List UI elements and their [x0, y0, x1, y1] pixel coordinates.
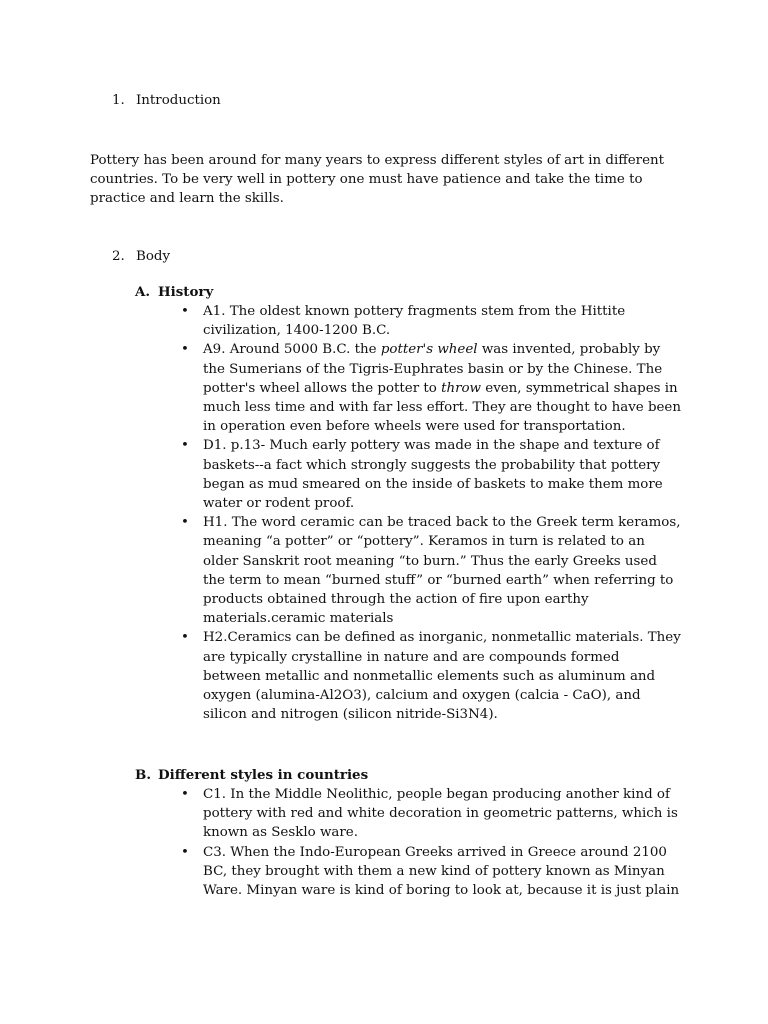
bullet-icon: •: [181, 515, 189, 531]
text-run: even, symmetrical shapes in much less time and with far less effort. They are thought to have been in operation even before wheels were used for transportation.: [203, 380, 681, 435]
section-2-heading: [112, 247, 170, 267]
section-1-heading: [112, 91, 221, 111]
subsection-letter: B.: [135, 767, 151, 783]
text-run: C1. In the Middle Neolithic, people began producing another kind of pottery with red and white decoration in geometric patterns, which is known as Sesklo ware.: [203, 787, 678, 841]
subsection-letter: A.: [135, 284, 151, 300]
bullet-text: [203, 845, 679, 898]
section-title: Body: [136, 249, 171, 264]
bullet-text: [203, 438, 663, 511]
bullet-text: [203, 342, 681, 434]
bullet-icon: •: [181, 630, 189, 646]
subsection-title: Different styles in countries: [158, 767, 369, 783]
bullet-item: [181, 340, 681, 436]
italic-term: potter's wheel: [380, 342, 478, 358]
italic-term: throw: [441, 380, 482, 396]
text-run: H1. The word ceramic can be traced back to the Greek term keramos, meaning “a potter” or “pottery”. Keramos in turn is related to an older Sanskrit root meaning “to burn.” Thus the early Greeks used the term to mean “burned stuff” or “burned earth” when referring to products obtained through the action of fire upon earthy materials.ceramic materials: [203, 515, 681, 627]
text-run: was invented, probably by the Sumerians of the Tigris-Euphrates basin or by the Chinese. The potter's wheel allows the potter to: [203, 342, 663, 396]
section-number: 1.: [112, 93, 125, 108]
bullet-item: [181, 302, 681, 340]
history-bullet-list: [181, 302, 681, 724]
bullet-item: [181, 843, 681, 901]
text-run: D1. p.13- Much early pottery was made in the shape and texture of baskets--a fact which strongly suggests the probability that pottery began as mud smeared on the inside of baskets to make them more water or rodent proof.: [203, 438, 663, 512]
bullet-item: [181, 628, 681, 724]
bullet-text: [203, 304, 625, 338]
bullet-text: [203, 787, 678, 840]
bullet-text: [203, 630, 681, 722]
bullet-icon: •: [181, 787, 189, 802]
text-run: C3. When the Indo-European Greeks arrived in Greece around 2100 BC, they brought with them a new kind of pottery known as Minyan Ware. Minyan ware is kind of boring to look at, because it is just plain: [203, 844, 680, 899]
bullet-icon: •: [181, 438, 189, 454]
text-run: H2.Ceramics can be defined as inorganic, nonmetallic materials. They are typically crystalline in nature and are compounds formed between metallic and nonmetallic elements such as aluminum and oxygen (alumina-Al2O3), calcium and oxygen (calcia - CaO), and silicon and nitrogen (silicon nitride-Si3N4).: [203, 630, 681, 723]
subsection-history-heading: [135, 283, 213, 303]
bullet-icon: •: [181, 844, 189, 860]
bullet-icon: •: [181, 342, 189, 358]
bullet-icon: •: [181, 304, 189, 319]
subsection-styles-heading: [135, 766, 368, 786]
section-title: Introduction: [136, 93, 221, 108]
styles-bullet-list: [181, 785, 681, 900]
bullet-item: [181, 513, 681, 628]
bullet-item: [181, 436, 681, 513]
text-run: A9. Around 5000 B.C. the: [203, 342, 381, 358]
bullet-text: [203, 515, 680, 626]
subsection-title: History: [158, 284, 214, 300]
section-number: 2.: [112, 249, 125, 264]
intro-paragraph: Pottery has been around for many years to express different styles of art in different countries. To be very well in pottery one must have patience and take the time to practice and learn the skills.: [90, 153, 664, 207]
text-run: A1. The oldest known pottery fragments stem from the Hittite civilization, 1400-1200 B.C.: [203, 304, 626, 339]
bullet-item: [181, 785, 681, 843]
